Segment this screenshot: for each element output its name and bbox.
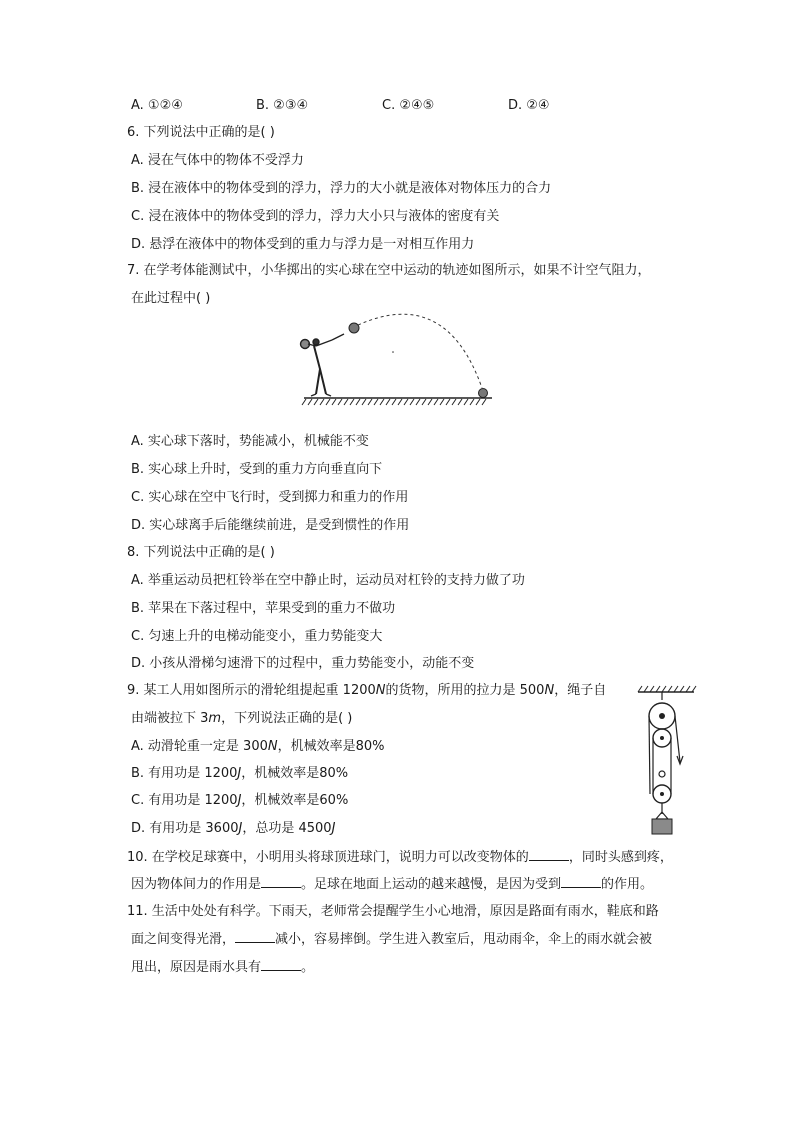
cargo-block xyxy=(652,819,672,834)
ground-hatching xyxy=(302,399,486,405)
q10-line1: 10. 在学校足球赛中，小明用头将球顶进球门，说明力可以改变物体的 ，同时头感到疼， xyxy=(127,850,673,865)
q11-blank-2[interactable] xyxy=(261,958,301,971)
q8-option-c[interactable]: C. 匀速上升的电梯动能变小，重力势能变大 xyxy=(131,629,383,644)
ball-landing xyxy=(479,389,488,398)
q11-line1: 11. 生活中处处有科学。下雨天，老师常会提醒学生小心地滑，原因是路面有雨水，鞋底和路 xyxy=(127,904,659,919)
q5-option-d[interactable]: D. ②④ xyxy=(508,98,550,113)
athlete-figure xyxy=(301,334,345,396)
q10-blank-3[interactable] xyxy=(561,875,601,888)
q5-option-c[interactable]: C. ②④⑤ xyxy=(382,98,435,113)
q6-stem: 6. 下列说法中正确的是( ) xyxy=(127,125,275,140)
ceiling-hatching xyxy=(638,686,696,692)
q8-option-d[interactable]: D. 小孩从滑梯匀速滑下的过程中，重力势能变小，动能不变 xyxy=(131,656,475,671)
q11-blank-1[interactable] xyxy=(235,930,275,943)
q8-option-a[interactable]: A. 举重运动员把杠铃举在空中静止时，运动员对杠铃的支持力做了功 xyxy=(131,573,525,588)
shot-put-figure xyxy=(296,314,496,410)
q10-blank-1[interactable] xyxy=(529,848,569,861)
speck xyxy=(392,351,394,353)
q11-line3: 甩出，原因是雨水具有 。 xyxy=(131,960,315,975)
q9-option-d[interactable]: D. 有用功是 3600J，总功是 4500J xyxy=(131,821,336,836)
q7-option-d[interactable]: D. 实心球离手后能继续前进，是受到惯性的作用 xyxy=(131,518,410,533)
q9-stem-line2: 由端被拉下 3m，下列说法正确的是( ) xyxy=(131,711,353,726)
ball-launch xyxy=(349,323,359,333)
q9-option-b[interactable]: B. 有用功是 1200J，机械效率是80% xyxy=(131,766,349,781)
q8-stem: 8. 下列说法中正确的是( ) xyxy=(127,545,275,560)
trajectory-curve xyxy=(358,314,482,388)
rope-free-end xyxy=(675,716,680,762)
q10-line2: 因为物体间力的作用是 。足球在地面上运动的越来越慢，是因为受到 的作用。 xyxy=(131,877,654,892)
q5-option-a[interactable]: A. ①②④ xyxy=(131,98,183,113)
pulley-figure xyxy=(636,686,696,836)
q7-option-b[interactable]: B. 实心球上升时，受到的重力方向垂直向下 xyxy=(131,462,383,477)
q6-option-d[interactable]: D. 悬浮在液体中的物体受到的重力与浮力是一对相互作用力 xyxy=(131,237,475,252)
q6-option-a[interactable]: A. 浸在气体中的物体不受浮力 xyxy=(131,153,304,168)
q6-option-b[interactable]: B. 浸在液体中的物体受到的浮力，浮力的大小就是液体对物体压力的合力 xyxy=(131,181,552,196)
q7-option-a[interactable]: A. 实心球下落时，势能减小，机械能不变 xyxy=(131,434,369,449)
q7-stem-line2: 在此过程中( ) xyxy=(131,291,211,306)
q5-option-b[interactable]: B. ②③④ xyxy=(256,98,309,113)
q7-option-c[interactable]: C. 实心球在空中飞行时，受到掷力和重力的作用 xyxy=(131,490,409,505)
q6-option-c[interactable]: C. 浸在液体中的物体受到的浮力，浮力大小只与液体的密度有关 xyxy=(131,209,500,224)
q10-blank-2[interactable] xyxy=(261,875,301,888)
q7-stem-line1: 7. 在学考体能测试中，小华掷出的实心球在空中运动的轨迹如图所示，如果不计空气阻力， xyxy=(127,263,651,278)
q9-option-c[interactable]: C. 有用功是 1200J，机械效率是60% xyxy=(131,793,349,808)
q8-option-b[interactable]: B. 苹果在下落过程中，苹果受到的重力不做功 xyxy=(131,601,396,616)
q9-stem-line1: 9. 某工人用如图所示的滑轮组提起重 1200N的货物，所用的拉力是 500N，绳子自 xyxy=(127,683,607,698)
q9-option-a[interactable]: A. 动滑轮重一定是 300N，机械效率是80% xyxy=(131,739,385,754)
q11-line2: 面之间变得光滑， 减小，容易摔倒。学生进入教室后，甩动雨伞，伞上的雨水就会被 xyxy=(131,932,653,947)
rope-left xyxy=(649,716,650,794)
